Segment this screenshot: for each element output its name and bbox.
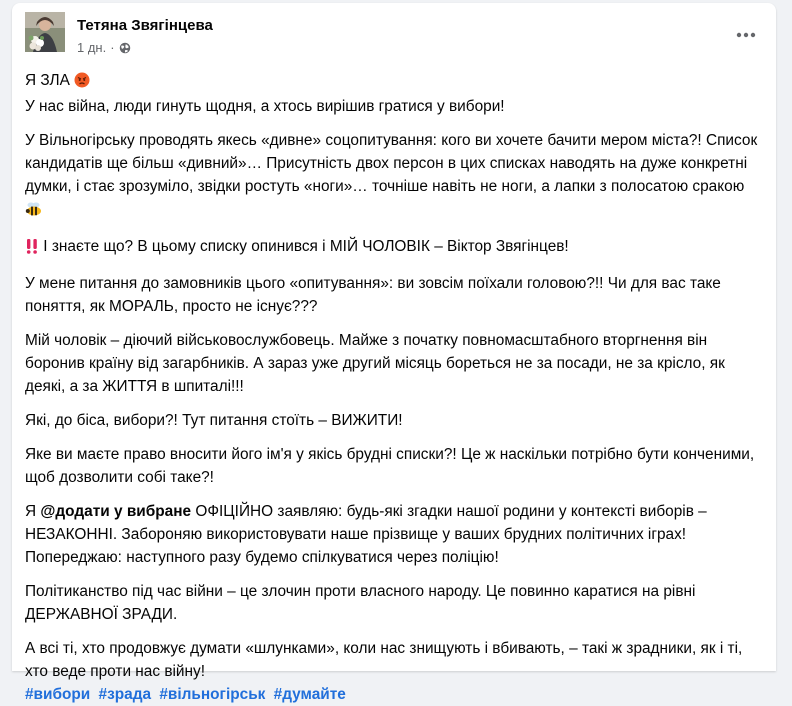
paragraph-7: Яке ви маєте право вносити його ім'я у якісь брудні списки?! Це ж наскільки потрібно бути конченими, щоб дозволити собі таке?! — [25, 446, 755, 486]
paragraph-3-text: І знаєте що? В цьому списку опинився і МІЙ ЧОЛОВІК – Віктор Звягінцев! — [39, 238, 569, 255]
paragraph-3 — [25, 235, 766, 261]
author-name[interactable]: Тетяна Звягінцева — [77, 17, 213, 34]
paragraph-8-end: ОФІЦІЙНО заявляю: будь-які згадки нашої родини у контексті виборів – НЕЗАКОННІ. Забороняю використовувати наше прізвище у ваших брудних політичних іграх! Попереджаю: наступного разу будемо спілкуватися через поліцію! — [25, 503, 707, 566]
paragraph-2-text: У Вільногірську проводять якесь «дивне» соцопитування: кого ви хочете бачити мером міста?! Список кандидатів ще більш «дивний»… Присутність двох персон в цих списках наводять на дуже конкретні думки, і стає зрозуміло, звідки ростуть «ноги»… точніше навіть не ноги, а лапки з полосатою сракою — [25, 132, 758, 195]
globe-icon — [119, 42, 131, 54]
mention-link[interactable]: @додати у вибране — [40, 503, 192, 520]
hashtag-link[interactable]: #вибори — [25, 686, 91, 703]
post-card — [12, 3, 776, 703]
hashtags — [25, 683, 766, 706]
post-body — [25, 69, 766, 706]
paragraph-5: Мій чоловік – діючий військовослужбовець. Майже з початку повномасштабного вторгнення він боронив країну від загарбників. А зараз уже другий місяць бореться не за посади, не за крісло, як деякі, а за ЖИТТЯ в шпиталі!!! — [25, 332, 725, 395]
paragraph-8 — [25, 500, 766, 569]
hashtag-link[interactable]: #вільногірськ — [159, 686, 266, 703]
paragraph-6: Які, до біса, вибори?! Тут питання стоїть – ВИЖИТИ! — [25, 412, 403, 429]
paragraph-1-heading: Я ЗЛА — [25, 72, 75, 89]
post-time[interactable]: 1 дн. — [77, 40, 107, 55]
paragraph-8-start: Я — [25, 503, 41, 520]
paragraph-2 — [25, 129, 766, 224]
paragraph-1 — [25, 69, 766, 118]
hashtag-link[interactable]: #зрада — [98, 686, 152, 703]
meta-separator: · — [110, 40, 115, 55]
double-exclamation-emoji — [25, 238, 39, 261]
paragraph-4: У мене питання до замовників цього «опитування»: ви зовсім поїхали головою?!! Чи для вас таке поняття, як МОРАЛЬ, просто не існує??? — [25, 275, 721, 315]
angry-face-emoji — [74, 72, 90, 95]
avatar-image — [25, 12, 65, 52]
hashtag-link[interactable]: #думайте — [273, 686, 346, 703]
paragraph-1-line-2: У нас війна, люди гинуть щодня, а хтось вирішив гратися у вибори! — [25, 98, 505, 115]
more-dots-icon — [736, 32, 756, 38]
post-meta — [77, 40, 131, 55]
avatar[interactable] — [25, 12, 65, 52]
paragraph-10: А всі ті, хто продовжує думати «шлунками», коли нас знищують і вбивають, – такі ж зрадники, як і ті, хто веде проти нас війну! — [25, 640, 743, 680]
more-options-button[interactable] — [734, 23, 758, 47]
bee-emoji — [25, 201, 43, 224]
paragraph-9: Політиканство під час війни – це злочин проти власного народу. Це повинно каратися на рівні ДЕРЖАВНОЇ ЗРАДИ. — [25, 583, 696, 623]
